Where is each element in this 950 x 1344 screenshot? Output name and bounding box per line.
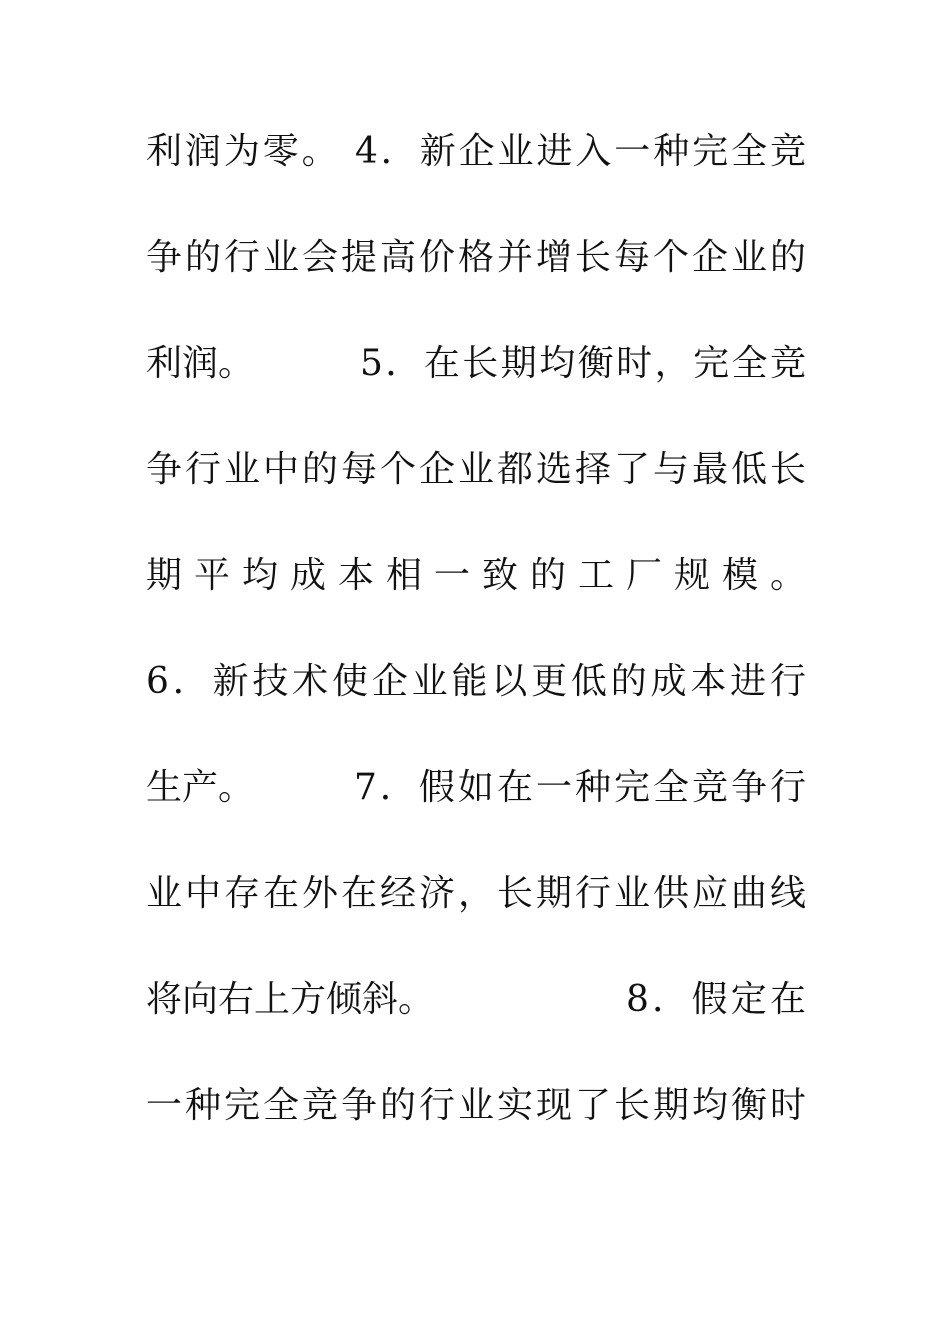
text-line-3: [146, 339, 806, 389]
text-line-6: 6．新技术使企业能以更低的成本进行: [146, 661, 806, 702]
text-line-9-right: 8．假定在: [626, 979, 806, 1020]
text-line-9: [146, 975, 806, 1025]
text-line-7: [146, 763, 806, 813]
text-line-1: 利润为零。 4．新企业进入一种完全竞: [146, 131, 806, 172]
text-line-5: 期平均成本相一致的工厂规模。: [146, 555, 806, 596]
text-line-7-right: 7．假如在一种完全竞争行: [354, 767, 806, 808]
text-line-2: 争的行业会提高价格并增长每个企业的: [146, 237, 806, 278]
text-line-7-left: 生产。: [146, 767, 255, 808]
text-line-3-right: 5．在长期均衡时，完全竞: [360, 343, 806, 384]
text-line-9-left: 将向右上方倾斜。: [146, 979, 435, 1020]
text-line-8: 业中存在外在经济，长期行业供应曲线: [146, 873, 806, 914]
text-line-10: 一种完全竞争的行业实现了长期均衡时: [146, 1085, 806, 1126]
text-line-3-left: 利润。: [146, 343, 255, 384]
text-line-4: 争行业中的每个企业都选择了与最低长: [146, 449, 806, 490]
